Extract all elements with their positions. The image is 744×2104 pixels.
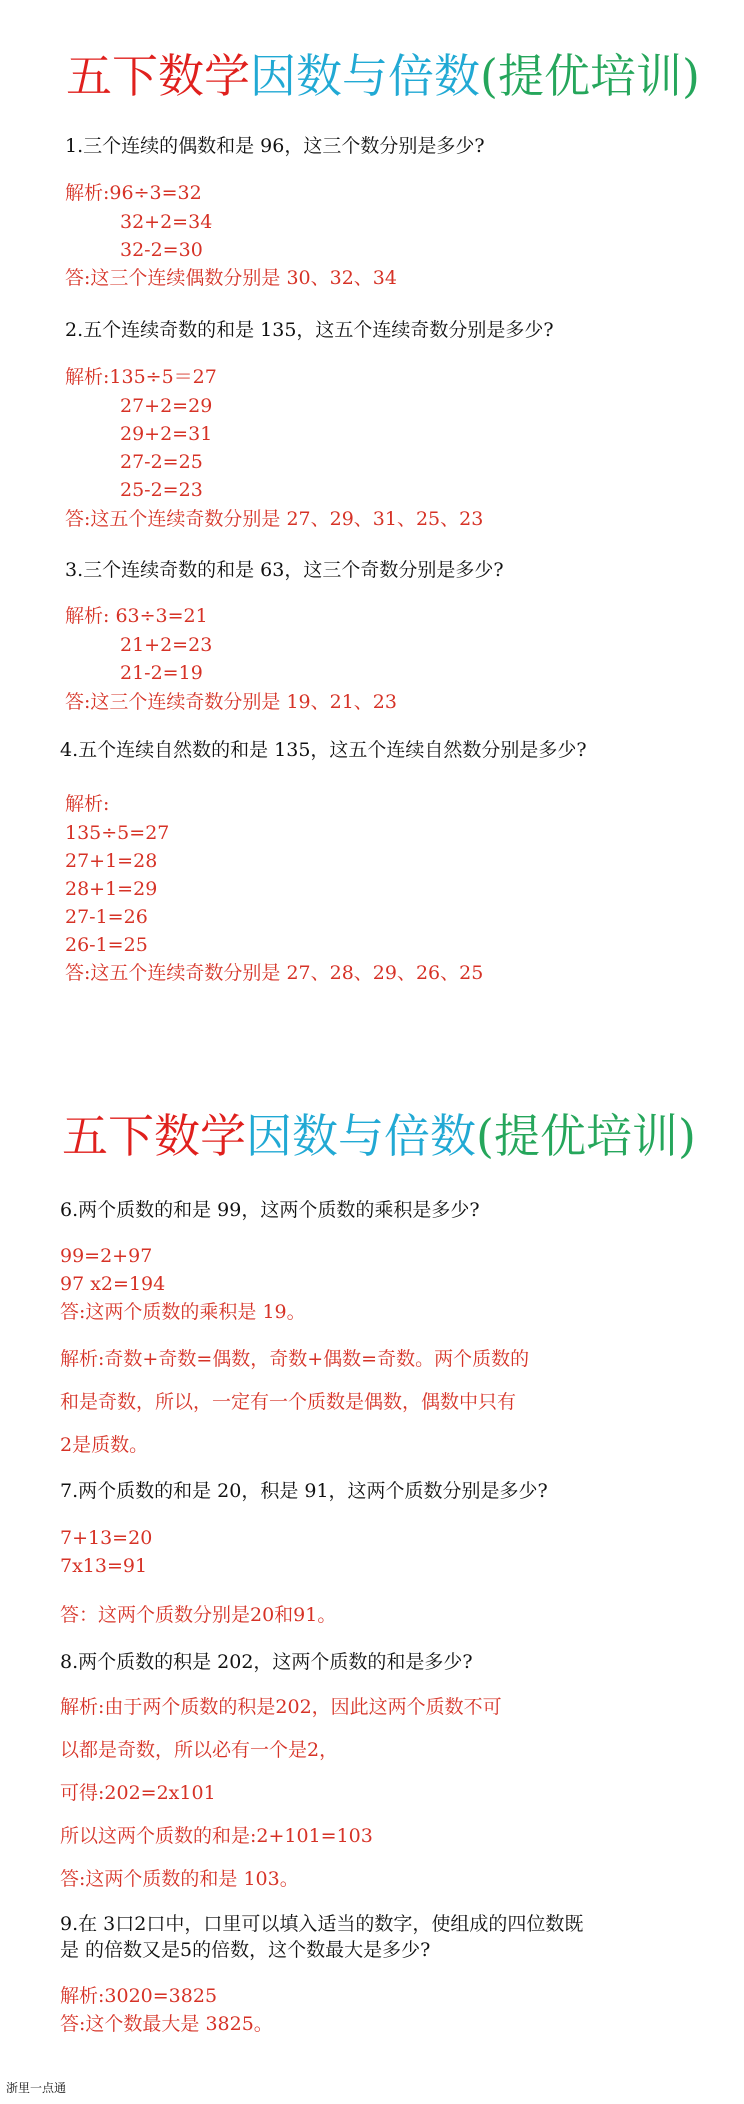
answer-line: 27-2=25 xyxy=(120,451,203,473)
question-9-line-2: 是 的倍数又是5的倍数，这个数最大是多少? xyxy=(60,1939,431,1961)
answer-line: 25-2=23 xyxy=(120,479,203,501)
title-part-1: 五下数学 xyxy=(66,49,250,103)
answer-line: 答:这三个连续偶数分别是 30、32、34 xyxy=(65,267,397,289)
answer-line: 2是质数。 xyxy=(60,1434,149,1456)
answer-line: 解析:奇数+奇数=偶数，奇数+偶数=奇数。两个质数的 xyxy=(60,1348,530,1370)
question-6: 6.两个质数的和是 99，这两个质数的乘积是多少? xyxy=(60,1199,480,1221)
answer-line: 32-2=30 xyxy=(120,239,203,261)
title-part-1: 五下数学 xyxy=(62,1109,246,1163)
answer-line: 答:这三个连续奇数分别是 19、21、23 xyxy=(65,691,397,713)
answer-line: 99=2+97 xyxy=(60,1245,153,1267)
question-8: 8.两个质数的积是 202，这两个质数的和是多少? xyxy=(60,1651,473,1673)
footer-watermark: 浙里一点通 xyxy=(6,2081,67,2095)
answer-line: 答:这五个连续奇数分别是 27、29、31、25、23 xyxy=(65,508,484,530)
answer-line: 27+1=28 xyxy=(65,850,158,872)
answer-line: 答:这个数最大是 3825。 xyxy=(60,2013,273,2035)
answer-line: 解析:由于两个质数的积是202，因此这两个质数不可 xyxy=(60,1696,502,1718)
question-3: 3.三个连续奇数的和是 63，这三个奇数分别是多少? xyxy=(65,559,504,581)
answer-line: 答:这两个质数的乘积是 19。 xyxy=(60,1301,306,1323)
answer-line: 97 x2=194 xyxy=(60,1273,166,1295)
question-2: 2.五个连续奇数的和是 135，这五个连续奇数分别是多少? xyxy=(65,319,554,341)
answer-line: 解析: 63÷3=21 xyxy=(65,605,208,627)
answer-line: 以都是奇数，所以必有一个是2， xyxy=(60,1739,339,1761)
answer-line: 解析:3020=3825 xyxy=(60,1985,218,2007)
answer-line: 27+2=29 xyxy=(120,395,213,417)
title-part-3: (提优培训) xyxy=(476,1109,696,1163)
answer-line: 和是奇数，所以，一定有一个质数是偶数，偶数中只有 xyxy=(60,1391,517,1413)
question-7: 7.两个质数的和是 20，积是 91，这两个质数分别是多少? xyxy=(60,1480,548,1502)
title-part-2: 因数与倍数 xyxy=(250,49,480,103)
page-title-1 xyxy=(66,48,700,104)
answer-line: 21+2=23 xyxy=(120,634,213,656)
answer-line: 解析: xyxy=(65,793,110,815)
answer-line: 解析:135÷5＝27 xyxy=(65,366,217,388)
title-part-3: (提优培训) xyxy=(480,49,700,103)
answer-line: 26-1=25 xyxy=(65,934,148,956)
answer-line: 所以这两个质数的和是:2+101=103 xyxy=(60,1825,373,1847)
question-9-line-1: 9.在 3口2口中，口里可以填入适当的数字，使组成的四位数既 xyxy=(60,1913,584,1935)
answer-line: 29+2=31 xyxy=(120,423,213,445)
answer-line: 可得:202=2x101 xyxy=(60,1782,216,1804)
answer-line: 解析:96÷3=32 xyxy=(65,182,202,204)
page-title-2 xyxy=(62,1108,696,1164)
answer-line: 7+13=20 xyxy=(60,1527,153,1549)
answer-line: 答:这五个连续奇数分别是 27、28、29、26、25 xyxy=(65,962,484,984)
question-4: 4.五个连续自然数的和是 135，这五个连续自然数分别是多少? xyxy=(60,739,587,761)
answer-line: 7x13=91 xyxy=(60,1555,148,1577)
answer-line: 32+2=34 xyxy=(120,211,213,233)
answer-line: 21-2=19 xyxy=(120,662,203,684)
answer-line: 135÷5=27 xyxy=(65,822,170,844)
answer-line: 答：这两个质数分别是20和91。 xyxy=(60,1604,337,1626)
answer-line: 答:这两个质数的和是 103。 xyxy=(60,1868,299,1890)
question-1: 1.三个连续的偶数和是 96，这三个数分别是多少? xyxy=(65,135,485,157)
title-part-2: 因数与倍数 xyxy=(246,1109,476,1163)
answer-line: 27-1=26 xyxy=(65,906,148,928)
answer-line: 28+1=29 xyxy=(65,878,158,900)
